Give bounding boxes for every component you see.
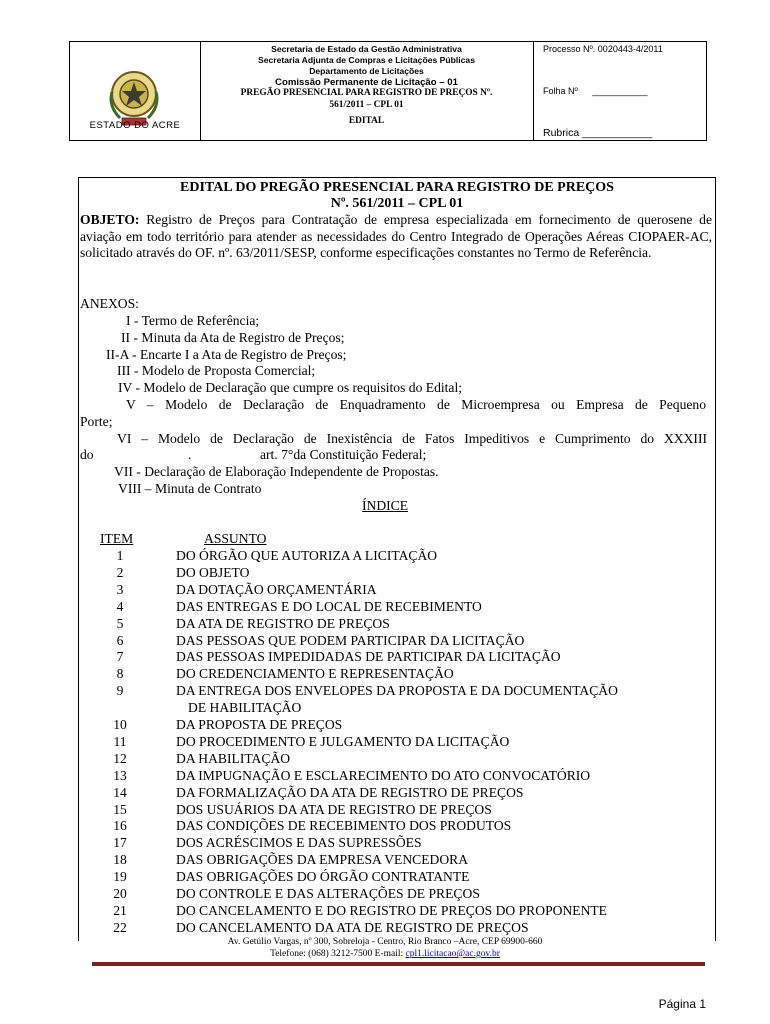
indice-row xyxy=(100,649,561,666)
indice-item-number: 16 xyxy=(113,818,127,834)
indice-row xyxy=(100,903,607,920)
indice-item-number: 17 xyxy=(113,835,127,851)
header-process-cell xyxy=(533,42,707,140)
edital-number: Nº. 561/2011 – CPL 01 xyxy=(330,196,464,211)
indice-item-number: 3 xyxy=(116,581,124,597)
indice-item-subject: DO OBJETO xyxy=(176,564,250,580)
objeto-text: Registro de Preços para Contratação de empresa especializada em fornecimento de querosene de aviação em todo território para atender as necessidades do Centro Integrado de Operações Aéreas CIOPAER-AC, solicitado através do OF. nº. 63/2011/SESP, conforme especificações constantes no Termo de Referência. xyxy=(80,212,712,260)
indice-row xyxy=(100,886,480,903)
indice-row xyxy=(100,666,454,683)
indice-row xyxy=(100,633,524,650)
footer-phone: Telefone: (068) 3212-7500 E-mail: xyxy=(270,949,404,959)
indice-item-subject: DO CANCELAMENTO DA ATA DE REGISTRO DE PREÇOS xyxy=(176,919,529,935)
header-line-5: PREGÃO PRESENCIAL PARA REGISTRO DE PREÇOS Nº. xyxy=(240,88,493,98)
footer-rule xyxy=(92,962,705,966)
indice-item-number: 13 xyxy=(113,767,127,783)
indice-item-subject: DO CONTROLE E DAS ALTERAÇÕES DE PREÇOS xyxy=(176,886,480,901)
indice-item-subject: DA ATA DE REGISTRO DE PREÇOS xyxy=(176,615,390,631)
anexo-item: VII - Declaração de Elaboração Independente de Propostas. xyxy=(114,464,439,479)
indice-row xyxy=(100,751,290,768)
indice-item-subject: DA DOTAÇÃO ORÇAMENTÁRIA xyxy=(176,581,377,597)
indice-item-number: 18 xyxy=(113,852,127,868)
anexo-item: I - Termo de Referência; xyxy=(126,313,260,328)
indice-row xyxy=(100,734,509,751)
indice-item-subject: DAS PESSOAS QUE PODEM PARTICIPAR DA LICITAÇÃO xyxy=(176,632,525,648)
process-number: Processo Nº. 0020443-4/2011 xyxy=(543,44,663,54)
footer-contact xyxy=(0,948,770,960)
header-title-cell xyxy=(201,42,532,140)
indice-item-number: 19 xyxy=(113,869,127,885)
objeto-label: OBJETO: xyxy=(80,212,140,227)
indice-item-number: 10 xyxy=(113,717,127,732)
indice-row xyxy=(100,768,590,785)
indice-row xyxy=(100,717,342,734)
indice-row xyxy=(100,565,249,582)
folha-field xyxy=(543,86,647,96)
anexo-item: VI – Modelo de Declaração de Inexistência de Fatos Impeditivos e Cumprimento do XXXIII xyxy=(117,431,707,446)
indice-item-number: 5 xyxy=(116,615,124,631)
edital-title: EDITAL DO PREGÃO PRESENCIAL PARA REGISTRO DE PREÇOS xyxy=(180,180,614,195)
indice-item-number: 12 xyxy=(113,750,127,766)
indice-row xyxy=(100,599,482,616)
indice-item-subject: DAS ENTREGAS E DO LOCAL DE RECEBIMENTO xyxy=(176,598,482,614)
indice-row xyxy=(100,835,422,852)
indice-item-number: 4 xyxy=(116,598,124,614)
footer-email-link[interactable]: cpl1.licitacao@ac.gov.br xyxy=(405,949,500,959)
anexos-label: ANEXOS: xyxy=(80,296,139,311)
indice-item-subject: DO PROCEDIMENTO E JULGAMENTO DA LICITAÇÃO xyxy=(176,733,510,749)
folha-blank: ___________ xyxy=(592,86,648,96)
indice-row xyxy=(100,818,511,835)
indice-item-subject: DA ENTREGA DOS ENVELOPES DA PROPOSTA E DA DOCUMENTAÇÃO xyxy=(176,683,618,699)
indice-item-subject: DO ÓRGÃO QUE AUTORIZA A LICITAÇÃO xyxy=(176,548,438,563)
indice-item-number: 1 xyxy=(116,548,124,563)
indice-item-number: 11 xyxy=(113,733,127,749)
anexo-item: IV - Modelo de Declaração que cumpre os requisitos do Edital; xyxy=(118,380,463,395)
indice-item-subject: DA IMPUGNAÇÃO E ESCLARECIMENTO DO ATO CONVOCATÓRIO xyxy=(176,767,591,783)
indice-row xyxy=(100,683,618,700)
indice-item-subject-cont: DE HABILITAÇÃO xyxy=(188,700,302,716)
header-line-1: Secretaria de Estado da Gestão Administrativa xyxy=(271,44,462,54)
header-seal-cell xyxy=(70,42,201,140)
indice-item-number: 9 xyxy=(116,683,124,699)
indice-row xyxy=(100,582,377,599)
anexo-item: II-A - Encarte I a Ata de Registro de Preços; xyxy=(106,347,347,362)
indice-item-subject: DOS USUÁRIOS DA ATA DE REGISTRO DE PREÇOS xyxy=(176,801,492,817)
indice-item-subject: DA PROPOSTA DE PREÇOS xyxy=(176,717,343,732)
anexo-item: . xyxy=(188,447,192,462)
indice-item-subject: DAS CONDIÇÕES DE RECEBIMENTO DOS PRODUTOS xyxy=(176,818,512,834)
anexo-item: do xyxy=(80,447,94,462)
indice-item-subject: DA HABILITAÇÃO xyxy=(176,750,291,766)
anexo-item: V – Modelo de Declaração de Enquadramento de Microempresa ou Empresa de Pequeno xyxy=(126,397,706,412)
anexo-item: VIII – Minuta de Contrato xyxy=(118,481,262,496)
indice-item-number: 14 xyxy=(113,784,127,800)
indice-row xyxy=(100,785,523,802)
folha-label: Folha Nº xyxy=(543,86,578,96)
indice-item-number: 6 xyxy=(116,632,124,648)
anexo-item: II - Minuta da Ata de Registro de Preços; xyxy=(121,330,345,345)
indice-item-subject: DO CANCELAMENTO E DO REGISTRO DE PREÇOS DO PROPONENTE xyxy=(176,902,607,918)
footer-address: Av. Getúlio Vargas, nº 300, Sobreloja - Centro, Rio Branco –Acre, CEP 69900-660 xyxy=(227,937,543,947)
footer xyxy=(0,936,770,960)
indice-item-number: 7 xyxy=(116,649,124,665)
state-label: ESTADO DO ACRE xyxy=(89,120,181,131)
indice-item-subject: DAS PESSOAS IMPEDIDADAS DE PARTICIPAR DA LICITAÇÃO xyxy=(176,649,561,665)
indice-title: ÍNDICE xyxy=(361,498,409,513)
page-number: Página 1 xyxy=(658,997,706,1011)
objeto-paragraph xyxy=(80,212,712,262)
anexo-item: III - Modelo de Proposta Comercial; xyxy=(117,363,316,378)
indice-item-number: 20 xyxy=(113,886,127,901)
indice-item-number: 22 xyxy=(113,919,127,935)
indice-item-subject: DAS OBRIGAÇÕES DO ÓRGÃO CONTRATANTE xyxy=(176,869,470,885)
indice-item-number: 15 xyxy=(113,801,127,817)
indice-row xyxy=(100,616,390,633)
indice-row xyxy=(100,852,468,869)
indice-item-subject: DOS ACRÉSCIMOS E DAS SUPRESSÕES xyxy=(176,835,422,851)
indice-row xyxy=(100,802,492,819)
indice-row xyxy=(100,869,469,886)
indice-item-subject: DAS OBRIGAÇÕES DA EMPRESA VENCEDORA xyxy=(176,852,469,868)
indice-item-number: 2 xyxy=(116,564,124,580)
header-line-3: Departamento de Licitações xyxy=(309,66,424,76)
indice-item-subject: DO CREDENCIAMENTO E REPRESENTAÇÃO xyxy=(176,666,454,682)
indice-col-item: ITEM xyxy=(100,531,134,546)
indice-item-number: 21 xyxy=(113,902,127,918)
header-box xyxy=(69,41,707,141)
indice-row xyxy=(100,920,529,937)
header-line-2: Secretaria Adjunta de Compras e Licitações Públicas xyxy=(258,55,475,65)
header-line-6: 561/2011 – CPL 01 xyxy=(329,99,404,110)
header-line-7: EDITAL xyxy=(348,116,385,126)
indice-item-number: 8 xyxy=(116,666,124,682)
indice-row xyxy=(100,548,437,565)
anexo-item: Porte; xyxy=(80,414,113,429)
indice-col-assunto: ASSUNTO xyxy=(204,531,267,546)
indice-item-subject: DA FORMALIZAÇÃO DA ATA DE REGISTRO DE PREÇOS xyxy=(176,784,524,800)
rubrica-field: Rubrica ____________ xyxy=(543,127,653,139)
anexo-item: art. 7°da Constituição Federal; xyxy=(260,447,427,462)
header-line-4: Comissão Permanente de Licitação – 01 xyxy=(275,77,458,88)
